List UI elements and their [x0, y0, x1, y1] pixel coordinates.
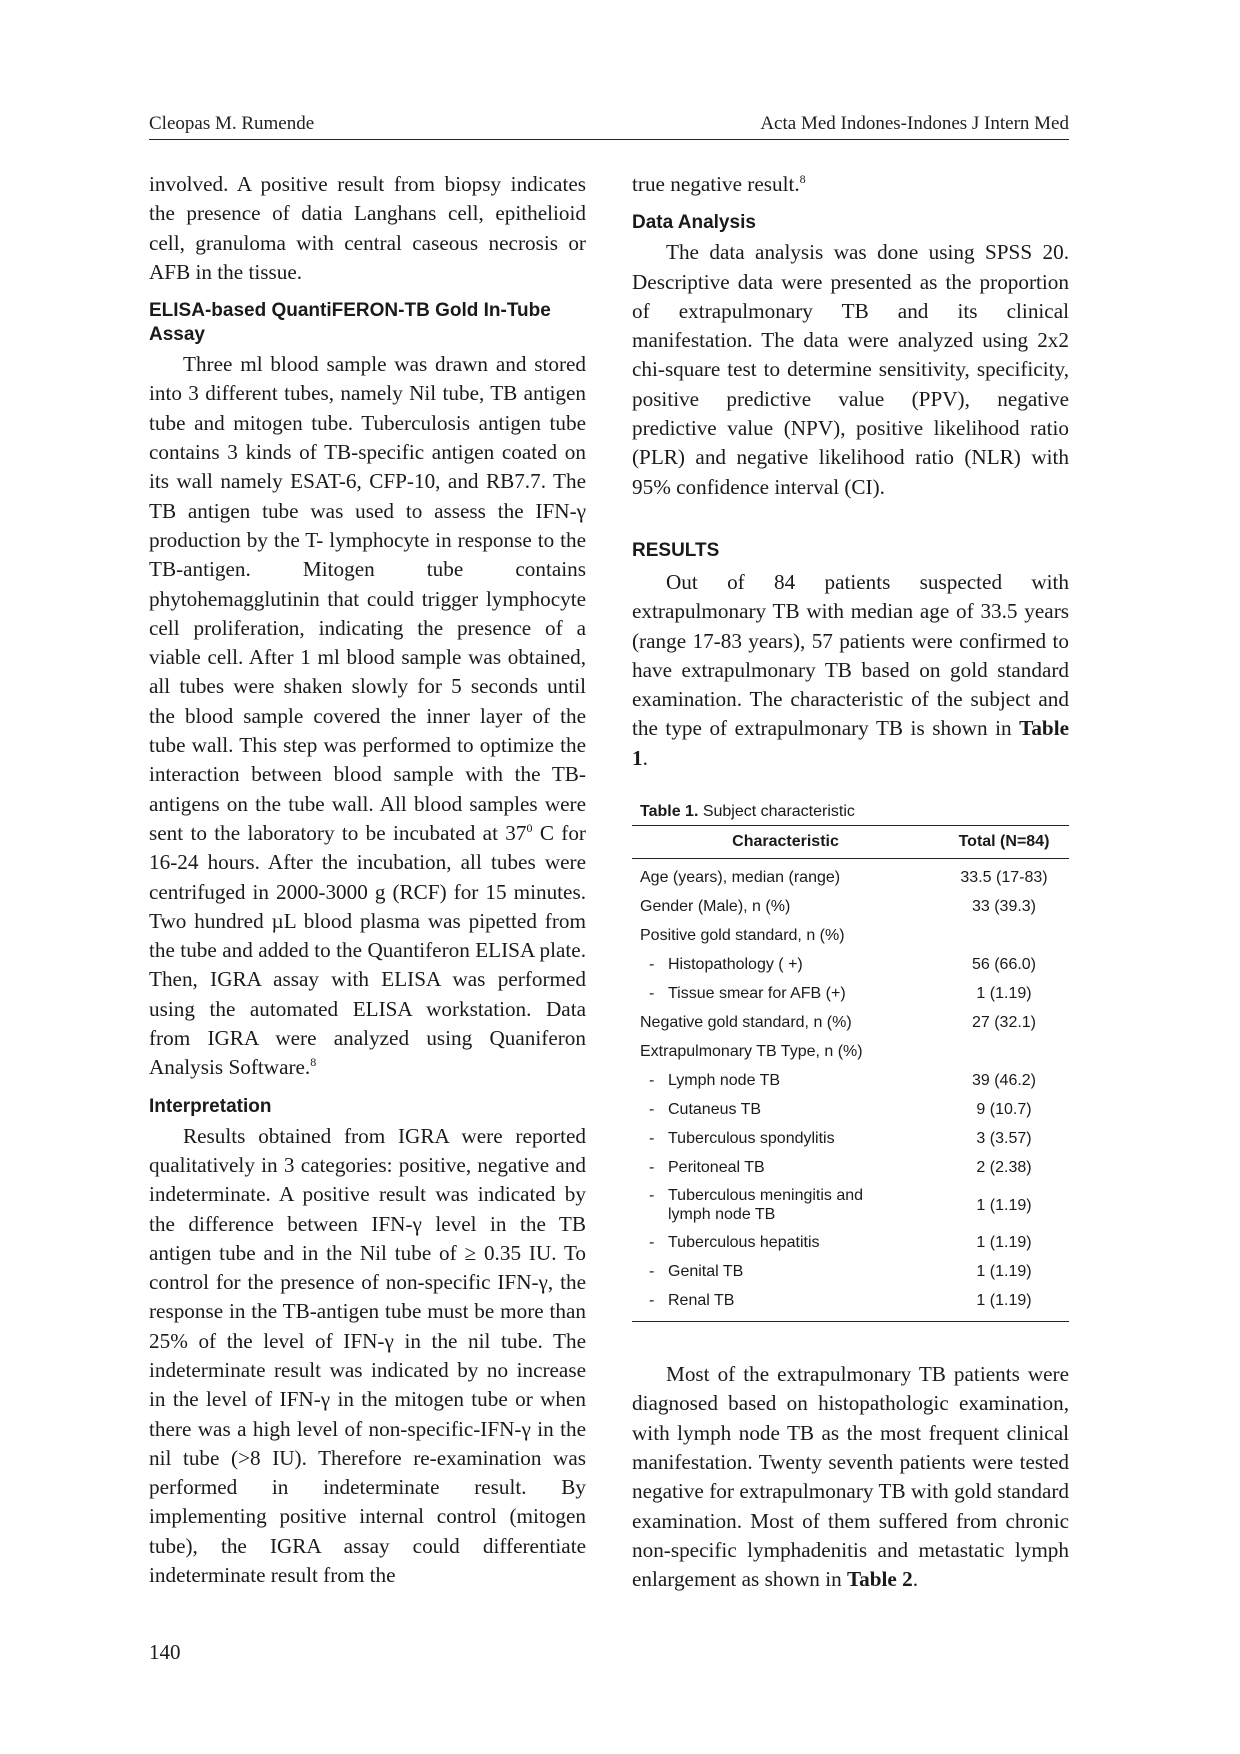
row-value: 1 (1.19) [939, 1286, 1069, 1322]
header-characteristic: Characteristic [632, 826, 939, 859]
row-label-text: Peritoneal TB [668, 1158, 765, 1176]
row-value: 2 (2.38) [976, 1158, 1032, 1176]
table-row [632, 1257, 1069, 1286]
author-name: Cleopas M. Rumende [149, 113, 315, 134]
results-text-2-end: . [912, 1567, 919, 1592]
bullet-dash: - [649, 1233, 655, 1251]
elisa-paragraph [149, 350, 586, 1082]
row-value: 33 (39.3) [971, 897, 1037, 915]
continued-text: true negative result. [632, 172, 800, 196]
row-label: Extrapulmonary TB Type, n (%) [640, 1042, 863, 1060]
bullet-dash: - [649, 1100, 655, 1118]
table-row [632, 1037, 1069, 1066]
degree-superscript: 0 [526, 820, 533, 835]
table-row [632, 1228, 1069, 1257]
table-1-label: Table 1. [640, 803, 699, 821]
table-row [632, 921, 1069, 950]
header-rule [149, 139, 1069, 140]
bullet-dash: - [649, 1071, 655, 1089]
interpretation-paragraph: Results obtained from IGRA were reported qualitatively in 3 categories: positive, negative and indeterminate. A positive result was indicated by the difference between IFN-γ level in the TB antigen tube and in the Nil tube of ≥ 0.35 IU. To control for the presence of non-specific IFN-γ, the response in the TB-antigen tube must be more than 25% of the level of IFN-γ in the nil tube. The indeterminate result was indicated by no increase in the level of IFN-γ in the mitogen tube or when there was a high level of non-specific-IFN-γ in the nil tube (>8 IU). Therefore re-examination was performed in indeterminate result. By implementing positive internal control (mitogen tube), the IGRA assay could differentiate indeterminate result from the [149, 1123, 586, 1588]
row-value: 33.5 (17-83) [960, 868, 1048, 886]
elisa-text-1: Three ml blood sample was drawn and stored into 3 different tubes, namely Nil tube, TB antigen tube and mitogen tube. Tuberculosis antigen tube contains 3 kinds of TB-specific antigen coated on its wall namely ESAT-6, CFP-10, and RB7.7. The TB antigen tube was used to assess the IFN-γ production by the T- lymphocyte in response to the TB-antigen. Mitogen tube contains phytohemagglutinin that could trigger lymphocyte cell proliferation, indicating the presence of a viable cell. After 1 ml blood sample was obtained, all tubes were shaken slowly for 5 seconds until the blood sample covered the inner layer of the tube wall. This step was performed to optimize the interaction between blood sample with the TB-antigens on the tube wall. All blood samples were sent to the laboratory to be incubated at 37 [149, 352, 586, 845]
row-label-text: Genital TB [668, 1262, 744, 1280]
row-label: Age (years), median (range) [640, 868, 841, 886]
results-text-1-end: . [642, 745, 648, 770]
table-2-reference: Table 2 [846, 1567, 913, 1592]
row-value: 39 (46.2) [971, 1071, 1037, 1089]
row-label [632, 1182, 939, 1228]
row-label-text: Histopathology ( +) [668, 955, 803, 973]
row-label [632, 1286, 939, 1322]
table-row [632, 1286, 1069, 1322]
table-row [632, 1095, 1069, 1124]
row-value [939, 921, 1069, 950]
row-label-text: Tuberculous meningitis and lymph node TB [668, 1187, 864, 1224]
row-value: 1 (1.19) [976, 1233, 1032, 1251]
row-label: Positive gold standard, n (%) [640, 926, 845, 944]
elisa-heading: ELISA-based QuantiFERON-TB Gold In-Tube Assay [149, 300, 551, 346]
table-row [632, 950, 1069, 979]
results-heading: RESULTS [632, 539, 720, 561]
row-label-text: Tuberculous hepatitis [668, 1233, 820, 1251]
table-row [632, 892, 1069, 921]
row-label-text: Renal TB [668, 1291, 735, 1309]
row-label [632, 950, 939, 979]
bullet-dash: - [649, 984, 655, 1002]
row-value: 1 (1.19) [976, 984, 1032, 1002]
data-analysis-paragraph: The data analysis was done using SPSS 20. Descriptive data were presented as the proportion of extrapulmonary TB and its clinical manifestation. The data were analyzed using 2x2 chi-square test to determine sensitivity, specificity, positive predictive value (PPV), negative predictive value (NPV), positive likelihood ratio (PLR) and negative likelihood ratio (NLR) with 95% confidence interval (CI). [632, 240, 1069, 499]
table-row [632, 1124, 1069, 1153]
interpretation-heading: Interpretation [149, 1095, 272, 1117]
results-paragraph-1 [632, 568, 1069, 773]
table-header-row [632, 826, 1069, 859]
bullet-dash: - [649, 1291, 655, 1309]
bullet-dash: - [649, 1129, 655, 1147]
table-row [632, 1008, 1069, 1037]
row-value: 27 (32.1) [971, 1013, 1037, 1031]
table-1-caption [640, 803, 1069, 821]
bullet-dash: - [649, 955, 655, 973]
row-label [632, 1257, 939, 1286]
intro-paragraph: involved. A positive result from biopsy indicates the presence of datia Langhans cell, epithelioid cell, granuloma with central caseous necrosis or AFB in the tissue. [149, 172, 586, 284]
table-row [632, 1182, 1069, 1228]
page-number: 140 [149, 1640, 181, 1664]
row-label [632, 1095, 939, 1124]
results-paragraph-2 [632, 1360, 1069, 1594]
right-column [632, 170, 1069, 1594]
row-label [632, 1124, 939, 1153]
table-row [632, 859, 1069, 893]
data-analysis-heading: Data Analysis [632, 212, 756, 234]
table-1 [632, 825, 1069, 1322]
row-value: 3 (3.57) [976, 1129, 1032, 1147]
row-value: 1 (1.19) [976, 1262, 1032, 1280]
table-1-reference: Table 1 [632, 716, 1069, 770]
row-label [632, 1228, 939, 1257]
reference-8: 8 [310, 1055, 317, 1070]
row-label: Negative gold standard, n (%) [640, 1013, 852, 1031]
journal-name: Acta Med Indones-Indones J Intern Med [760, 113, 1069, 134]
row-label-text: Cutaneus TB [668, 1100, 762, 1118]
row-label [632, 1153, 939, 1182]
row-label-text: Lymph node TB [668, 1071, 781, 1089]
results-text-2: Most of the extrapulmonary TB patients were diagnosed based on histopathologic examination, with lymph node TB as the most frequent clinical manifestation. Twenty seventh patients were tested negative for extrapulmonary TB with gold standard examination. Most of them suffered from chronic non-specific lymphadenitis and metastatic lymph enlargement as shown in [632, 1362, 1069, 1592]
row-label: Gender (Male), n (%) [640, 897, 791, 915]
table-row [632, 979, 1069, 1008]
header-total: Total (N=84) [939, 826, 1069, 859]
table-row [632, 1153, 1069, 1182]
row-label [632, 979, 939, 1008]
table-1-title: Subject characteristic [698, 803, 855, 821]
results-text-1: Out of 84 patients suspected with extrapulmonary TB with median age of 33.5 years (range 17-83 years), 57 patients were confirmed to have extrapulmonary TB based on gold standard examination. The characteristic of the subject and the type of extrapulmonary TB is shown in [632, 569, 1069, 741]
row-value: 56 (66.0) [971, 955, 1037, 973]
continued-paragraph [632, 170, 1069, 199]
row-value: 9 (10.7) [976, 1100, 1032, 1118]
reference-8b: 8 [799, 171, 806, 186]
row-label [632, 1066, 939, 1095]
bullet-dash: - [649, 1262, 655, 1280]
table-row [632, 1066, 1069, 1095]
row-value [939, 1037, 1069, 1066]
bullet-dash: - [649, 1187, 655, 1205]
row-label-text: Tissue smear for AFB (+) [668, 984, 846, 1002]
elisa-text-2: C for 16-24 hours. After the incubation, all tubes were centrifuged in 2000-3000 g (RCF) for 15 minutes. Two hundred µL blood plasma was pipetted from the tube and added to the Quantiferon ELISA plate. Then, IGRA assay with ELISA was performed using the automated ELISA workstation. Data from IGRA were analyzed using Quaniferon Analysis Software. [149, 820, 586, 1080]
row-label-text: Tuberculous spondylitis [668, 1129, 835, 1147]
table-1-block [632, 803, 1069, 1322]
left-column [149, 170, 586, 1590]
running-head [149, 113, 1069, 135]
bullet-dash: - [649, 1158, 655, 1176]
row-value: 1 (1.19) [976, 1196, 1032, 1214]
